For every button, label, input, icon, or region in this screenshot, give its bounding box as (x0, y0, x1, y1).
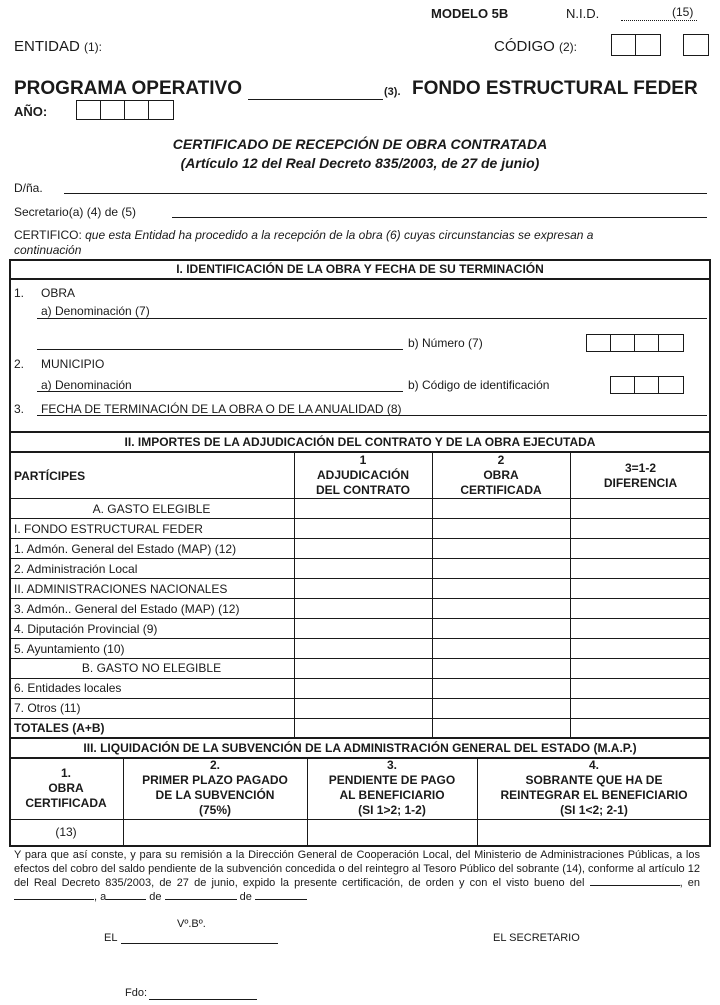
footer-blank-4[interactable] (165, 899, 237, 900)
secretario-label: Secretario(a) (4) de (5) (14, 205, 137, 219)
obra-numero-boxes[interactable] (586, 334, 684, 352)
anio-boxes[interactable] (76, 100, 174, 120)
row-ayuntamiento: 5. Ayuntamiento (10) (14, 642, 125, 656)
anio-label: AÑO: (14, 104, 48, 119)
row-totales: TOTALES (A+B) (14, 721, 105, 735)
obra-label: OBRA (41, 286, 76, 300)
certifico-statement: CERTIFICO: que esta Entidad ha procedido a la recepción de la obra (6) cuyas circunstancias se expresan a (14, 228, 594, 242)
row-admon-estado-2: 3. Admón.. General del Estado (MAP) (12) (14, 602, 240, 616)
participes-header: PARTÍCIPES (14, 469, 86, 483)
codigo-identificacion-boxes[interactable] (610, 376, 684, 394)
certificate-subtitle: (Artículo 12 del Real Decreto 835/2003, de 27 de junio) (180, 155, 540, 171)
nid-field[interactable] (621, 20, 697, 21)
entidad-label: ENTIDAD (1): (14, 38, 103, 55)
col1-header: 1 ADJUDICACIÓN DEL CONTRATO (315, 453, 410, 497)
model-label: MODELO 5B (431, 6, 509, 21)
dna-label: D/ña. (14, 181, 43, 195)
municipio-denominacion-label: a) Denominación (41, 378, 132, 392)
el-signature-field[interactable] (121, 943, 278, 944)
section3-title: III. LIQUIDACIÓN DE LA SUBVENCIÓN DE LA ADMINISTRACIÓN GENERAL DEL ESTADO (M.A.P.) (83, 741, 637, 755)
obra-denominacion-field-2[interactable] (37, 349, 403, 350)
municipio-denominacion-field[interactable] (37, 391, 403, 392)
row-line (9, 678, 711, 679)
row-gasto-elegible: A. GASTO ELEGIBLE (92, 502, 211, 516)
nid-label: N.I.D. (566, 6, 600, 21)
section1-divider (9, 278, 711, 280)
fecha-num: 3. (14, 402, 25, 416)
nid-note: (15) (672, 5, 694, 19)
vobo-label: Vº.Bº. (177, 918, 206, 930)
fdo-label: Fdo: (125, 987, 148, 999)
row-gasto-no-elegible: B. GASTO NO ELEGIBLE (81, 661, 222, 675)
footer-paragraph: Y para que así conste, y para su remisión a la Dirección General de Cooperación Local, del Ministerio de Administraciones Públicas, a los efectos del cobro del saldo pendiente de la subvención concedida o del reintegro al Tesoro Público del sobrante (14), conforme al artículo 12 del Real Decreto 835/2003, de 27 de junio, expido la presente certificación, de orden y con el visto bueno del , en , a de de (14, 849, 700, 903)
row-line (9, 658, 711, 659)
obra-denominacion-field[interactable] (37, 318, 707, 319)
obra-numero-label: b) Número (7) (408, 336, 483, 350)
col3-line (570, 452, 571, 738)
fecha-field[interactable] (37, 415, 707, 416)
codigo-box-b[interactable] (683, 34, 709, 56)
s3-cell-13: (13) (55, 825, 77, 839)
fecha-label: FECHA DE TERMINACIÓN DE LA OBRA O DE LA ANUALIDAD (8) (41, 402, 402, 416)
col3-header: 3=1-2 DIFERENCIA (603, 461, 678, 490)
codigo-boxes-a[interactable] (611, 34, 661, 56)
row-fondo-feder: I. FONDO ESTRUCTURAL FEDER (14, 522, 203, 536)
s3-col2-header: 2. PRIMER PLAZO PAGADO DE LA SUBVENCIÓN (75%) (142, 758, 288, 817)
fondo-title: FONDO ESTRUCTURAL FEDER (412, 78, 698, 99)
footer-blank-2[interactable] (14, 899, 94, 900)
s3-row-line (9, 819, 711, 820)
dna-field[interactable] (64, 193, 707, 194)
obra-denominacion-label: a) Denominación (7) (41, 304, 150, 318)
row-line (9, 498, 711, 499)
row-line (9, 698, 711, 699)
footer-blank-1[interactable] (590, 885, 680, 886)
codigo-label: CÓDIGO (2): (494, 38, 578, 55)
section2-title: II. IMPORTES DE LA ADJUDICACIÓN DEL CONTRATO Y DE LA OBRA EJECUTADA (124, 435, 596, 449)
programa-label: PROGRAMA OPERATIVO (14, 78, 243, 99)
row-admin-local: 2. Administración Local (14, 562, 138, 576)
s3-col4-header: 4. SOBRANTE QUE HA DE REINTEGRAR EL BENEFICIARIO (SI 1<2; 2-1) (500, 758, 688, 817)
footer-blank-5[interactable] (255, 899, 307, 900)
row-admon-estado: 1. Admón. General del Estado (MAP) (12) (14, 542, 237, 556)
obra-num: 1. (14, 286, 25, 300)
row-line (9, 518, 711, 519)
section2-top (9, 431, 711, 433)
row-admin-nacionales: II. ADMINISTRACIONES NACIONALES (14, 582, 228, 596)
s3-col3-header: 3. PENDIENTE DE PAGO AL BENEFICIARIO (SI 1>2; 1-2) (328, 758, 456, 817)
row-line (9, 578, 711, 579)
row-entidades-locales: 6. Entidades locales (14, 681, 122, 695)
section3-top (9, 737, 711, 739)
row-line (9, 718, 711, 719)
fdo-field[interactable] (149, 999, 257, 1000)
certifico-continuation: continuación (14, 243, 82, 257)
certificate-title: CERTIFICADO DE RECEPCIÓN DE OBRA CONTRATADA (172, 136, 548, 152)
row-line (9, 598, 711, 599)
row-line (9, 538, 711, 539)
row-diputacion: 4. Diputación Provincial (9) (14, 622, 158, 636)
municipio-num: 2. (14, 357, 25, 371)
footer-blank-3[interactable] (106, 899, 146, 900)
el-label: EL (104, 932, 118, 944)
s3-col1-header: 1. OBRA CERTIFICADA (25, 766, 107, 810)
section1-title: I. IDENTIFICACIÓN DE LA OBRA Y FECHA DE SU TERMINACIÓN (176, 262, 544, 276)
row-otros: 7. Otros (11) (14, 701, 81, 715)
row-line (9, 618, 711, 619)
programa-note: (3). (384, 86, 401, 98)
row-line (9, 558, 711, 559)
municipio-label: MUNICIPIO (41, 357, 105, 371)
row-line (9, 638, 711, 639)
secretario-field[interactable] (172, 217, 707, 218)
codigo-identificacion-label: b) Código de identificación (408, 378, 550, 392)
col2-header: 2 OBRA CERTIFICADA (460, 453, 542, 497)
programa-field[interactable] (248, 99, 383, 100)
secretario-signature-label: EL SECRETARIO (493, 932, 580, 944)
